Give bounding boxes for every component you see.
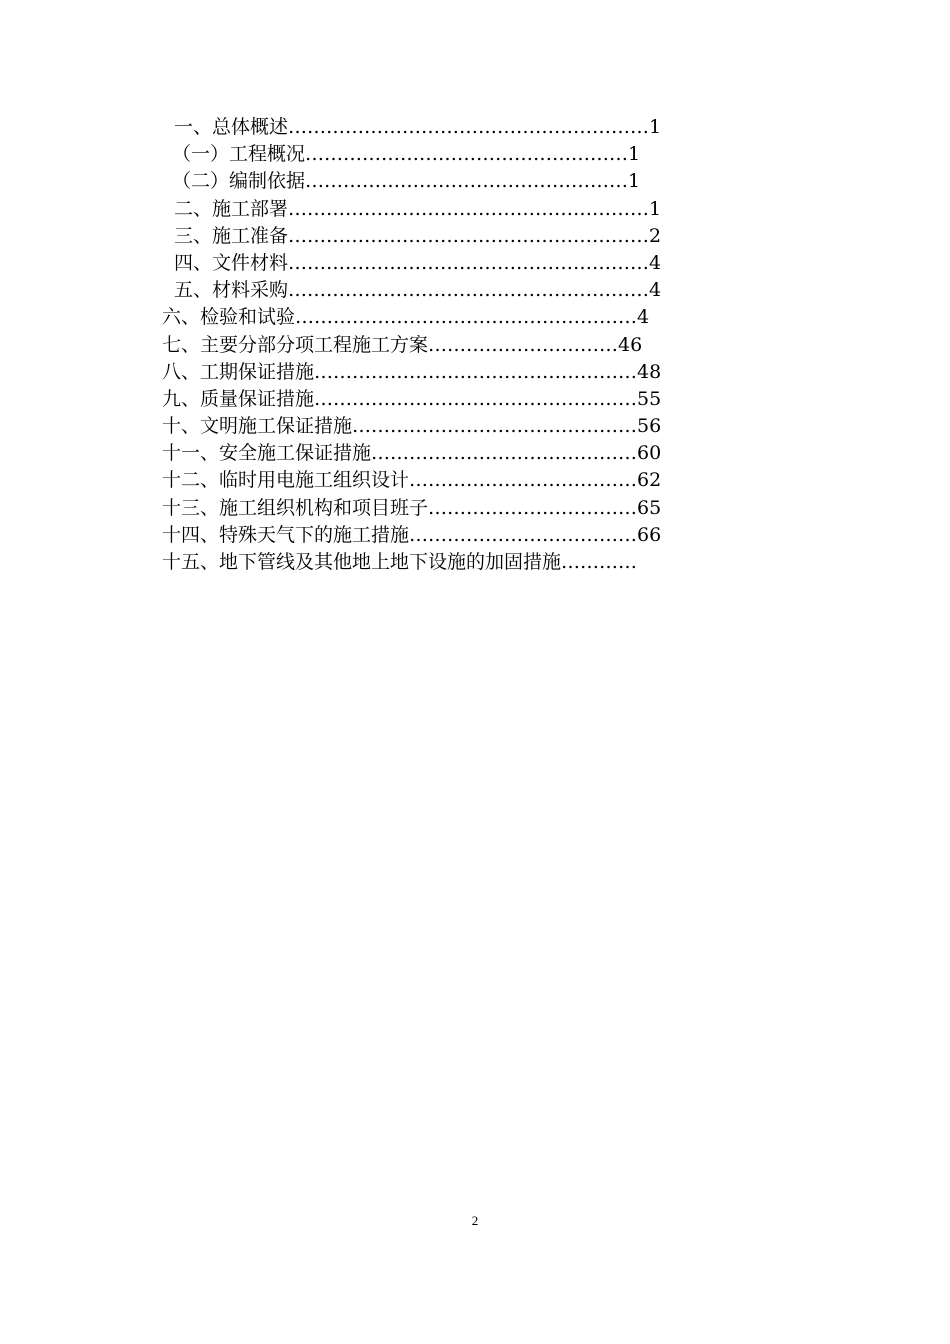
toc-entry[interactable] (162, 413, 722, 440)
toc-entry-text: 二、施工部署…………………………………………………1 (174, 197, 662, 220)
toc-entry-text: 十三、施工组织机构和项目班子……………………………65 (162, 496, 662, 519)
toc-entry-text: 四、文件材料…………………………………………………4 (174, 251, 662, 274)
toc-entry[interactable] (162, 332, 722, 359)
toc-entry-text: 十二、临时用电施工组织设计………………………………62 (162, 469, 662, 492)
toc-entry[interactable] (162, 168, 722, 195)
toc-entry-text: 九、质量保证措施……………………………………………55 (162, 387, 662, 410)
toc-entry-text: 三、施工准备…………………………………………………2 (174, 224, 662, 247)
toc-entry[interactable] (162, 522, 722, 549)
toc-entry[interactable] (162, 250, 722, 277)
toc-entry[interactable] (162, 440, 722, 467)
toc-entry-text: 十四、特殊天气下的施工措施………………………………66 (162, 523, 662, 546)
toc-entry[interactable] (162, 359, 722, 386)
toc-entry-text: 十一、安全施工保证措施……………………………………60 (162, 442, 662, 465)
toc-entry[interactable] (162, 386, 722, 413)
toc-entry-text: 十五、地下管线及其他地上地下设施的加固措施………… (162, 551, 638, 573)
toc-entry-text: 五、材料采购…………………………………………………4 (174, 279, 662, 302)
toc-entry[interactable] (162, 549, 722, 576)
toc-entry[interactable] (162, 223, 722, 250)
toc-entry[interactable] (162, 495, 722, 522)
toc-entry-text: 六、检验和试验………………………………………………4 (162, 306, 650, 329)
page-number: 2 (471, 1213, 479, 1228)
toc-entry-text: 十、文明施工保证措施………………………………………56 (162, 415, 662, 438)
toc-entry[interactable] (162, 467, 722, 494)
toc-entry[interactable] (162, 304, 722, 331)
toc-entry[interactable] (162, 277, 722, 304)
toc-entry-text: （一）工程概况……………………………………………1 (172, 143, 641, 166)
toc-entry[interactable] (162, 196, 722, 223)
toc-entry[interactable] (162, 141, 722, 168)
toc-entry[interactable] (162, 114, 722, 141)
toc-entry-text: 八、工期保证措施……………………………………………48 (162, 360, 662, 383)
toc-entry-text: （二）编制依据……………………………………………1 (172, 170, 641, 193)
toc-entry-text: 七、主要分部分项工程施工方案…………………………46 (162, 333, 643, 356)
toc-entry-text: 一、总体概述…………………………………………………1 (174, 116, 662, 138)
table-of-contents (162, 114, 722, 576)
